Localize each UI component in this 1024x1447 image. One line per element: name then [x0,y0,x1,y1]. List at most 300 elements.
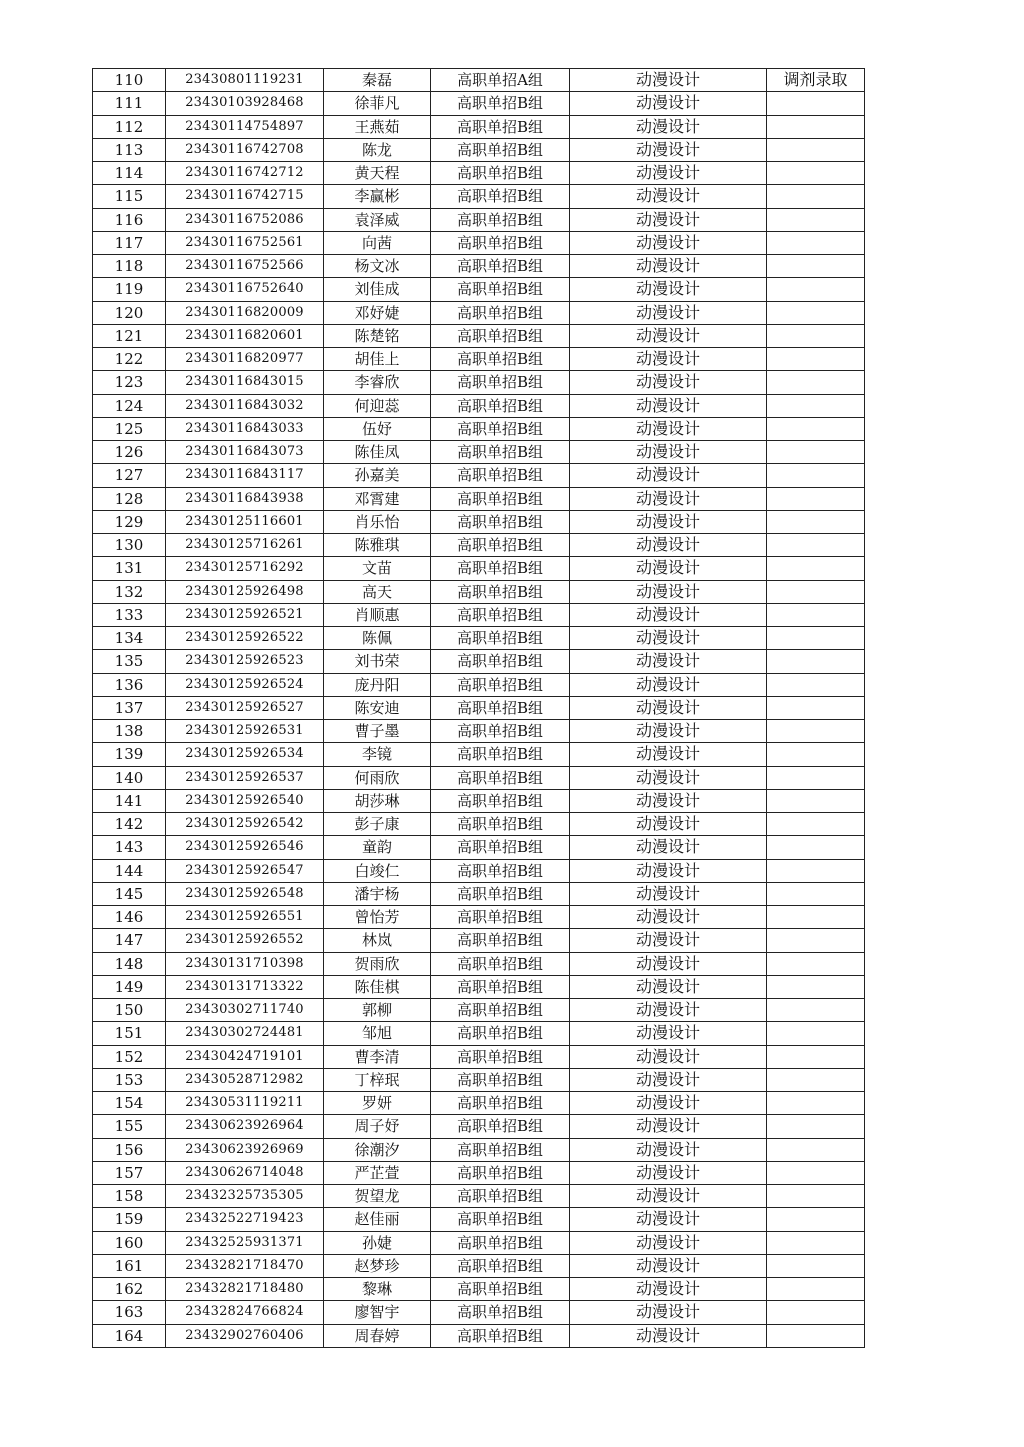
admission-group-cell: 高职单招B组 [431,952,570,975]
candidate-number-cell: 23430125926546 [166,836,324,859]
student-name-cell: 孙嘉美 [324,464,431,487]
remark-cell [767,882,865,905]
major-cell: 动漫设计 [570,743,767,766]
student-name-cell: 周子妤 [324,1115,431,1138]
student-name-cell: 潘宇杨 [324,882,431,905]
major-cell: 动漫设计 [570,1254,767,1277]
table-row [93,92,865,115]
row-index-cell: 156 [93,1138,166,1161]
table-row [93,1231,865,1254]
row-index-cell: 150 [93,999,166,1022]
candidate-number-cell: 23430125926542 [166,813,324,836]
student-name-cell: 李睿欣 [324,371,431,394]
table-row [93,1324,865,1347]
major-cell: 动漫设计 [570,603,767,626]
row-index-cell: 140 [93,766,166,789]
admission-group-cell: 高职单招B组 [431,510,570,533]
row-index-cell: 129 [93,510,166,533]
row-index-cell: 145 [93,882,166,905]
row-index-cell: 142 [93,813,166,836]
major-cell: 动漫设计 [570,394,767,417]
table-row [93,1092,865,1115]
row-index-cell: 125 [93,417,166,440]
row-index-cell: 138 [93,720,166,743]
table-row [93,1068,865,1091]
row-index-cell: 114 [93,162,166,185]
table-row [93,929,865,952]
remark-cell [767,301,865,324]
admission-group-cell: 高职单招B组 [431,1161,570,1184]
row-index-cell: 133 [93,603,166,626]
admission-group-cell: 高职单招B组 [431,92,570,115]
remark-cell [767,185,865,208]
student-name-cell: 肖乐怡 [324,510,431,533]
admission-group-cell: 高职单招B组 [431,673,570,696]
remark-cell [767,720,865,743]
major-cell: 动漫设计 [570,1068,767,1091]
major-cell: 动漫设计 [570,1092,767,1115]
row-index-cell: 159 [93,1208,166,1231]
major-cell: 动漫设计 [570,1022,767,1045]
major-cell: 动漫设计 [570,836,767,859]
row-index-cell: 152 [93,1045,166,1068]
student-name-cell: 陈佳棋 [324,975,431,998]
remark-cell [767,371,865,394]
table-row [93,208,865,231]
admission-group-cell: 高职单招B组 [431,255,570,278]
student-name-cell: 赵梦珍 [324,1254,431,1277]
student-name-cell: 李镜 [324,743,431,766]
candidate-number-cell: 23430302724481 [166,1022,324,1045]
table-row [93,627,865,650]
admission-group-cell: 高职单招B组 [431,882,570,905]
student-name-cell: 黎琳 [324,1278,431,1301]
remark-cell [767,789,865,812]
row-index-cell: 141 [93,789,166,812]
admission-group-cell: 高职单招B组 [431,394,570,417]
remark-cell [767,1068,865,1091]
admission-group-cell: 高职单招B组 [431,1231,570,1254]
major-cell: 动漫设计 [570,534,767,557]
student-name-cell: 邓霄建 [324,487,431,510]
candidate-number-cell: 23430116843015 [166,371,324,394]
major-cell: 动漫设计 [570,1208,767,1231]
table-row [93,115,865,138]
major-cell: 动漫设计 [570,69,767,92]
student-name-cell: 向茜 [324,231,431,254]
table-row [93,138,865,161]
candidate-number-cell: 23430116843117 [166,464,324,487]
remark-cell [767,557,865,580]
admission-group-cell: 高职单招B组 [431,1138,570,1161]
row-index-cell: 148 [93,952,166,975]
remark-cell [767,208,865,231]
major-cell: 动漫设计 [570,348,767,371]
remark-cell [767,510,865,533]
student-name-cell: 邹旭 [324,1022,431,1045]
major-cell: 动漫设计 [570,952,767,975]
row-index-cell: 124 [93,394,166,417]
student-name-cell: 严芷萱 [324,1161,431,1184]
remark-cell [767,999,865,1022]
student-name-cell: 文苗 [324,557,431,580]
student-name-cell: 贺望龙 [324,1185,431,1208]
candidate-number-cell: 23430531119211 [166,1092,324,1115]
candidate-number-cell: 23430116843033 [166,417,324,440]
table-row [93,441,865,464]
candidate-number-cell: 23430114754897 [166,115,324,138]
admission-group-cell: 高职单招B组 [431,1185,570,1208]
remark-cell [767,906,865,929]
candidate-number-cell: 23432821718470 [166,1254,324,1277]
row-index-cell: 158 [93,1185,166,1208]
row-index-cell: 111 [93,92,166,115]
remark-cell [767,487,865,510]
candidate-number-cell: 23430116752640 [166,278,324,301]
major-cell: 动漫设计 [570,975,767,998]
candidate-number-cell: 23430125926552 [166,929,324,952]
admission-group-cell: 高职单招B组 [431,348,570,371]
candidate-number-cell: 23430116843073 [166,441,324,464]
admission-group-cell: 高职单招B组 [431,301,570,324]
candidate-number-cell: 23430131713322 [166,975,324,998]
remark-cell: 调剂录取 [767,69,865,92]
major-cell: 动漫设计 [570,510,767,533]
table-row [93,464,865,487]
admission-group-cell: 高职单招B组 [431,1208,570,1231]
row-index-cell: 131 [93,557,166,580]
candidate-number-cell: 23430424719101 [166,1045,324,1068]
table-row [93,720,865,743]
candidate-number-cell: 23432824766824 [166,1301,324,1324]
major-cell: 动漫设计 [570,301,767,324]
student-name-cell: 袁泽威 [324,208,431,231]
major-cell: 动漫设计 [570,906,767,929]
student-name-cell: 刘佳成 [324,278,431,301]
table-row [93,650,865,673]
table-row [93,231,865,254]
remark-cell [767,1161,865,1184]
major-cell: 动漫设计 [570,324,767,347]
table-row [93,813,865,836]
admission-group-cell: 高职单招B组 [431,650,570,673]
candidate-number-cell: 23430116820601 [166,324,324,347]
remark-cell [767,1115,865,1138]
major-cell: 动漫设计 [570,929,767,952]
row-index-cell: 117 [93,231,166,254]
row-index-cell: 115 [93,185,166,208]
table-row [93,1185,865,1208]
admission-table [92,68,865,1348]
candidate-number-cell: 23430125926534 [166,743,324,766]
candidate-number-cell: 23430125926531 [166,720,324,743]
remark-cell [767,394,865,417]
row-index-cell: 139 [93,743,166,766]
table-row [93,1254,865,1277]
admission-group-cell: 高职单招B组 [431,324,570,347]
admission-group-cell: 高职单招B组 [431,929,570,952]
remark-cell [767,1254,865,1277]
table-row [93,836,865,859]
major-cell: 动漫设计 [570,441,767,464]
student-name-cell: 胡莎琳 [324,789,431,812]
candidate-number-cell: 23430125926540 [166,789,324,812]
row-index-cell: 121 [93,324,166,347]
remark-cell [767,534,865,557]
row-index-cell: 122 [93,348,166,371]
remark-cell [767,696,865,719]
remark-cell [767,1208,865,1231]
table-row [93,69,865,92]
table-row [93,1138,865,1161]
admission-group-cell: 高职单招B组 [431,417,570,440]
row-index-cell: 132 [93,580,166,603]
candidate-number-cell: 23430116742715 [166,185,324,208]
row-index-cell: 154 [93,1092,166,1115]
student-name-cell: 陈安迪 [324,696,431,719]
row-index-cell: 160 [93,1231,166,1254]
row-index-cell: 126 [93,441,166,464]
row-index-cell: 162 [93,1278,166,1301]
admission-group-cell: 高职单招B组 [431,906,570,929]
student-name-cell: 陈雅琪 [324,534,431,557]
student-name-cell: 徐菲凡 [324,92,431,115]
remark-cell [767,1138,865,1161]
table-row [93,255,865,278]
student-name-cell: 陈龙 [324,138,431,161]
candidate-number-cell: 23430116820977 [166,348,324,371]
table-row [93,487,865,510]
major-cell: 动漫设计 [570,371,767,394]
admission-table-body [93,69,865,1348]
remark-cell [767,441,865,464]
remark-cell [767,975,865,998]
row-index-cell: 153 [93,1068,166,1091]
admission-group-cell: 高职单招B组 [431,278,570,301]
row-index-cell: 120 [93,301,166,324]
admission-group-cell: 高职单招B组 [431,1092,570,1115]
major-cell: 动漫设计 [570,1231,767,1254]
table-row [93,162,865,185]
remark-cell [767,1278,865,1301]
row-index-cell: 118 [93,255,166,278]
student-name-cell: 廖智宇 [324,1301,431,1324]
major-cell: 动漫设计 [570,1185,767,1208]
row-index-cell: 127 [93,464,166,487]
row-index-cell: 119 [93,278,166,301]
admission-group-cell: 高职单招B组 [431,813,570,836]
student-name-cell: 刘书荣 [324,650,431,673]
student-name-cell: 彭子康 [324,813,431,836]
student-name-cell: 何雨欣 [324,766,431,789]
student-name-cell: 曹子墨 [324,720,431,743]
major-cell: 动漫设计 [570,673,767,696]
remark-cell [767,464,865,487]
row-index-cell: 112 [93,115,166,138]
major-cell: 动漫设计 [570,813,767,836]
row-index-cell: 128 [93,487,166,510]
major-cell: 动漫设计 [570,580,767,603]
remark-cell [767,836,865,859]
admission-group-cell: 高职单招B组 [431,371,570,394]
table-row [93,394,865,417]
row-index-cell: 149 [93,975,166,998]
major-cell: 动漫设计 [570,231,767,254]
table-row [93,185,865,208]
student-name-cell: 李赢彬 [324,185,431,208]
student-name-cell: 陈佩 [324,627,431,650]
row-index-cell: 123 [93,371,166,394]
table-row [93,1161,865,1184]
admission-group-cell: 高职单招B组 [431,1278,570,1301]
major-cell: 动漫设计 [570,185,767,208]
student-name-cell: 童韵 [324,836,431,859]
student-name-cell: 杨文冰 [324,255,431,278]
table-row [93,766,865,789]
table-row [93,1022,865,1045]
table-row [93,324,865,347]
admission-group-cell: 高职单招B组 [431,487,570,510]
admission-group-cell: 高职单招B组 [431,231,570,254]
row-index-cell: 147 [93,929,166,952]
remark-cell [767,278,865,301]
remark-cell [767,92,865,115]
row-index-cell: 137 [93,696,166,719]
candidate-number-cell: 23432821718480 [166,1278,324,1301]
student-name-cell: 曹李清 [324,1045,431,1068]
table-row [93,557,865,580]
remark-cell [767,650,865,673]
candidate-number-cell: 23432325735305 [166,1185,324,1208]
major-cell: 动漫设计 [570,1301,767,1324]
remark-cell [767,348,865,371]
major-cell: 动漫设计 [570,1045,767,1068]
student-name-cell: 肖顺惠 [324,603,431,626]
table-row [93,348,865,371]
row-index-cell: 130 [93,534,166,557]
admission-group-cell: 高职单招B组 [431,603,570,626]
major-cell: 动漫设计 [570,138,767,161]
major-cell: 动漫设计 [570,696,767,719]
remark-cell [767,324,865,347]
admission-group-cell: 高职单招B组 [431,185,570,208]
remark-cell [767,115,865,138]
candidate-number-cell: 23430125116601 [166,510,324,533]
admission-group-cell: 高职单招B组 [431,743,570,766]
admission-group-cell: 高职单招B组 [431,1068,570,1091]
admission-group-cell: 高职单招B组 [431,766,570,789]
admission-group-cell: 高职单招B组 [431,1301,570,1324]
major-cell: 动漫设计 [570,92,767,115]
major-cell: 动漫设计 [570,650,767,673]
candidate-number-cell: 23430626714048 [166,1161,324,1184]
row-index-cell: 144 [93,859,166,882]
student-name-cell: 徐潮汐 [324,1138,431,1161]
candidate-number-cell: 23430125926522 [166,627,324,650]
admission-group-cell: 高职单招B组 [431,789,570,812]
student-name-cell: 王燕茹 [324,115,431,138]
candidate-number-cell: 23430116843938 [166,487,324,510]
admission-group-cell: 高职单招B组 [431,836,570,859]
remark-cell [767,1022,865,1045]
remark-cell [767,627,865,650]
table-row [93,278,865,301]
student-name-cell: 秦磊 [324,69,431,92]
table-row [93,999,865,1022]
remark-cell [767,929,865,952]
table-row [93,906,865,929]
remark-cell [767,673,865,696]
table-row [93,789,865,812]
major-cell: 动漫设计 [570,1278,767,1301]
major-cell: 动漫设计 [570,162,767,185]
remark-cell [767,417,865,440]
candidate-number-cell: 23432902760406 [166,1324,324,1347]
major-cell: 动漫设计 [570,789,767,812]
remark-cell [767,952,865,975]
admission-group-cell: 高职单招B组 [431,1254,570,1277]
candidate-number-cell: 23430125926524 [166,673,324,696]
student-name-cell: 白竣仁 [324,859,431,882]
admission-group-cell: 高职单招B组 [431,1022,570,1045]
table-row [93,1278,865,1301]
candidate-number-cell: 23430116843032 [166,394,324,417]
table-row [93,952,865,975]
major-cell: 动漫设计 [570,999,767,1022]
candidate-number-cell: 23430623926969 [166,1138,324,1161]
candidate-number-cell: 23430125716261 [166,534,324,557]
table-row [93,580,865,603]
table-row [93,1208,865,1231]
major-cell: 动漫设计 [570,278,767,301]
candidate-number-cell: 23430131710398 [166,952,324,975]
major-cell: 动漫设计 [570,766,767,789]
remark-cell [767,138,865,161]
remark-cell [767,603,865,626]
row-index-cell: 110 [93,69,166,92]
remark-cell [767,743,865,766]
remark-cell [767,580,865,603]
student-name-cell: 何迎蕊 [324,394,431,417]
remark-cell [767,859,865,882]
major-cell: 动漫设计 [570,464,767,487]
admission-group-cell: 高职单招B组 [431,208,570,231]
major-cell: 动漫设计 [570,720,767,743]
admission-group-cell: 高职单招B组 [431,859,570,882]
candidate-number-cell: 23432525931371 [166,1231,324,1254]
remark-cell [767,1231,865,1254]
table-row [93,1045,865,1068]
student-name-cell: 陈楚铭 [324,324,431,347]
candidate-number-cell: 23430116820009 [166,301,324,324]
table-row [93,743,865,766]
row-index-cell: 163 [93,1301,166,1324]
student-name-cell: 高天 [324,580,431,603]
row-index-cell: 143 [93,836,166,859]
major-cell: 动漫设计 [570,208,767,231]
major-cell: 动漫设计 [570,255,767,278]
candidate-number-cell: 23430125926527 [166,696,324,719]
major-cell: 动漫设计 [570,417,767,440]
table-row [93,534,865,557]
student-name-cell: 林岚 [324,929,431,952]
major-cell: 动漫设计 [570,1324,767,1347]
candidate-number-cell: 23430103928468 [166,92,324,115]
admission-group-cell: 高职单招B组 [431,115,570,138]
admission-group-cell: 高职单招B组 [431,999,570,1022]
admission-group-cell: 高职单招B组 [431,162,570,185]
table-row [93,975,865,998]
